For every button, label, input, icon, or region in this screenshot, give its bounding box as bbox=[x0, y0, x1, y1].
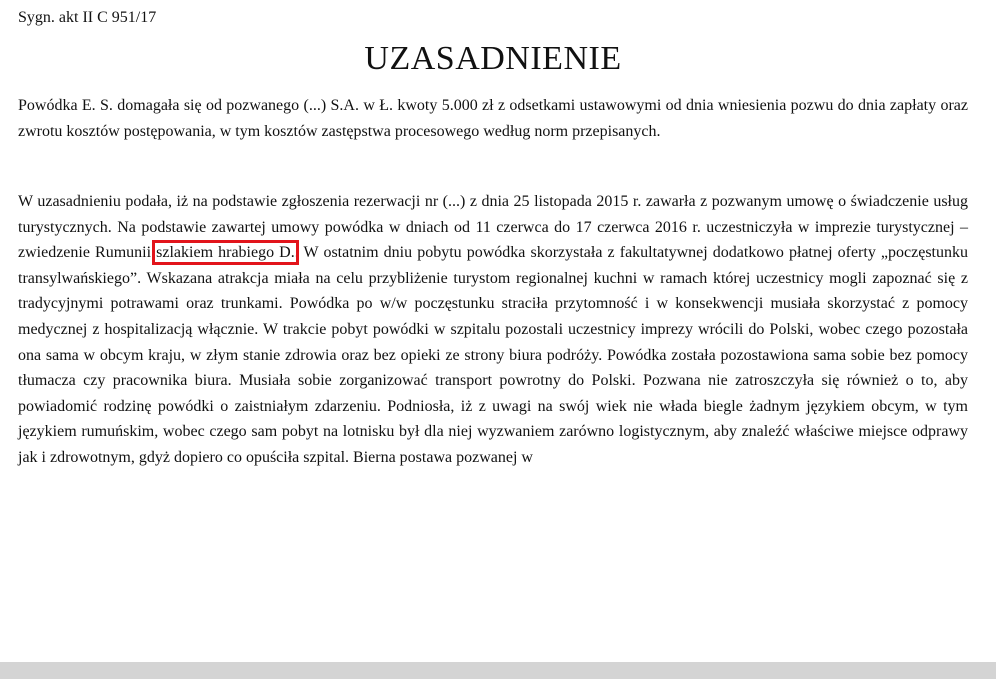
paragraph-2-text-before: W uzasadnieniu podała, iż na podstawie zgłoszenia rezerwacji nr (...) z dnia 25 listopada 2015 r. zawarła z pozwanym umowę o świadczenie usług turystycznych. Na podstawie zawartej umowy powódka w dniach od 11 czerwca do 17 czerwca 2016 r. uczestniczyła w imprezie turystycznej – zwiedzenie Rumunii bbox=[18, 193, 968, 262]
paragraph-2-text-after: . W ostatnim dniu pobytu powódka skorzystała z fakultatywnej dodatkowo płatnej oferty „poczęstunku transylwańskiego”. Wskazana atrakcja miała na celu przybliżenie turystom regionalnej kuchni w ramach której uczestnicy mogli zapoznać się z tradycyjnymi potrawami oraz trunkami. Powódka po w/w poczęstunku straciła przytomność i w konsekwencji musiała skorzystać z pomocy medycznej z hospitalizacją włącznie. W trakcie pobyt powódki w szpitalu pozostali uczestnicy imprezy wrócili do Polski, wobec czego pozostała ona sama w obcym kraju, w złym stanie zdrowia oraz bez opieki ze strony biura podróży. Powódka została pozostawiona sama sobie bez pomocy tłumacza czy pracownika biura. Musiała sobie zorganizować transport powrotny do Polski. Pozwana nie zatroszczyła się również o to, aby powiadomić rodzinę powódki o zaistniałym zdarzeniu. Podniosła, iż z uwagi na swój wiek nie włada biegle żadnym językiem obcym, w tym językiem rumuńskim, wobec czego sam pobyt na lotnisku był dla niej wyzwaniem zarówno logistycznym, aby znaleźć właściwe miejsce odprawy jak i zdrowotnym, gdyż dopiero co opuściła szpital. Bierna postawa pozwanej w bbox=[18, 244, 968, 466]
case-number: Sygn. akt II C 951/17 bbox=[18, 9, 157, 26]
horizontal-scrollbar-track[interactable] bbox=[0, 662, 996, 679]
paragraph-1: Powódka E. S. domagała się od pozwanego (...) S.A. w Ł. kwoty 5.000 zł z odsetkami ustawowymi od dnia wniesienia pozwu do dnia zapłaty oraz zwrotu kosztów postępowania, w tym kosztów zastępstwa procesowego według norm przepisanych. bbox=[18, 97, 968, 140]
paragraph-2 bbox=[18, 189, 968, 471]
highlighted-phrase: szlakiem hrabiego D. bbox=[156, 244, 295, 262]
document-title: UZASADNIENIE bbox=[364, 40, 622, 77]
